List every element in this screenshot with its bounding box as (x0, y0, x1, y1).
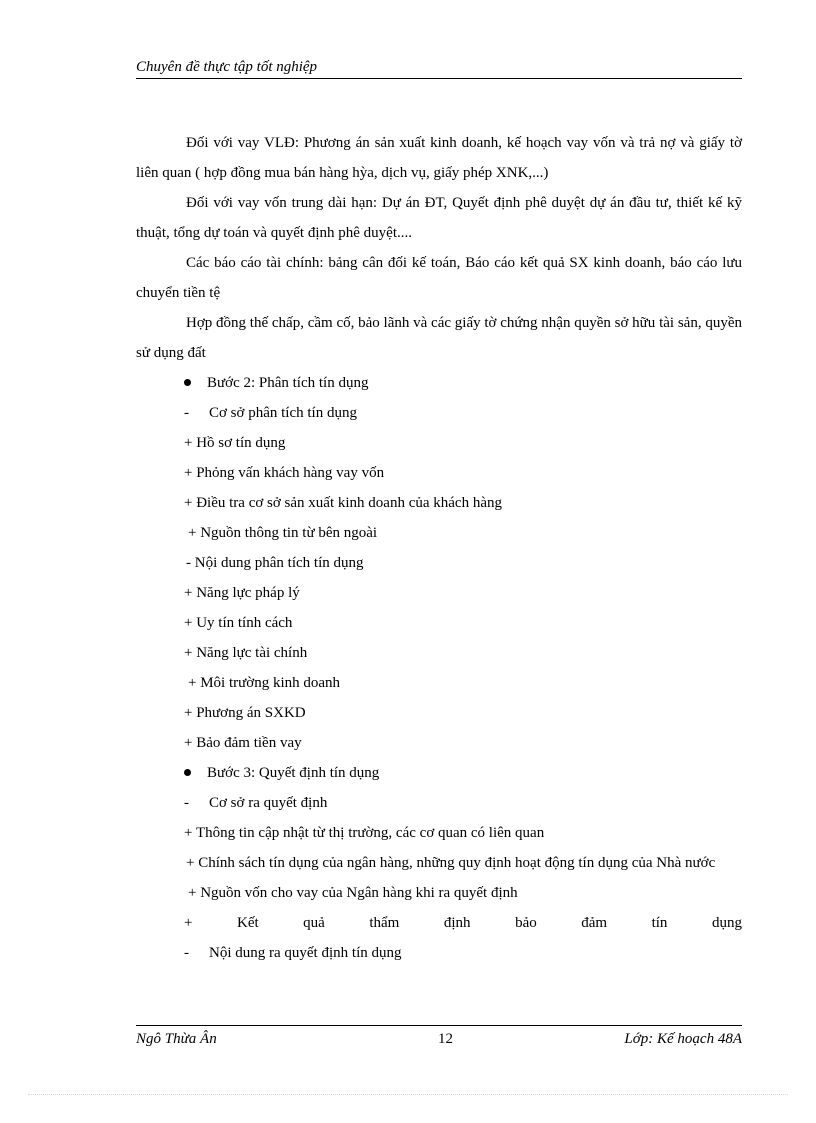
bullet-icon (184, 769, 191, 776)
spread-word: Kết (236, 915, 259, 931)
header-title: Chuyên đề thực tập tốt nghiệp (136, 59, 318, 75)
paragraph-long-term: Đối với vay vốn trung dài hạn: Dự án ĐT, Quyết định phê duyệt dự án đầu tư, thiết kế kỹ thuật, tổng dự toán và quyết định phê duyệt.... (136, 195, 742, 241)
list-item (136, 938, 742, 968)
spread-word: quả (303, 915, 325, 931)
list-item (136, 788, 742, 818)
spread-word: định (443, 915, 471, 931)
paragraph-credit-policy: + Chính sách tín dụng của ngân hàng, những quy định hoạt động tín dụng của Nhà nước (186, 855, 716, 871)
list-item-text: Nội dung ra quyết định tín dụng (209, 945, 402, 961)
spread-word: + (184, 915, 193, 931)
bullet-icon (184, 379, 191, 386)
list-item: + Bảo đảm tiền vay (184, 735, 302, 751)
list-item-spread (136, 908, 742, 938)
list-item: + Điều tra cơ sở sản xuất kinh doanh của khách hàng (184, 495, 502, 511)
step3-label: Bước 3: Quyết định tín dụng (207, 765, 380, 781)
paragraph-collateral: Hợp đồng thế chấp, cầm cố, bảo lãnh và các giấy tờ chứng nhận quyền sở hữu tài sản, quyền sử dụng đất (136, 315, 742, 361)
list-item-step3 (136, 758, 742, 788)
list-item: + Hồ sơ tín dụng (184, 435, 286, 451)
page-header (136, 58, 742, 79)
spread-word: bảo (515, 915, 537, 931)
page-body (136, 128, 742, 968)
list-item: + Năng lực tài chính (184, 645, 308, 661)
paragraph-vld: Đối với vay VLĐ: Phương án sản xuất kinh doanh, kế hoạch vay vốn và trả nợ và giấy tờ liên quan ( hợp đồng mua bán hàng hỳa, dịch vụ, giấy phép XNK,...) (136, 135, 742, 181)
spread-word: thẩm (369, 915, 400, 931)
dash-mark: - (184, 945, 189, 961)
list-item: + Phương án SXKD (184, 705, 306, 721)
list-item (136, 398, 742, 428)
list-item-text: Cơ sở phân tích tín dụng (209, 405, 357, 421)
dash-mark: - (184, 795, 189, 811)
page-number: 12 (438, 1031, 453, 1047)
footer-author: Ngô Thừa Ân (136, 1031, 217, 1047)
page-footer (136, 1025, 742, 1047)
page-boundary-divider (28, 1094, 788, 1095)
spread-word: tín (651, 915, 668, 931)
spread-word: đảm (581, 915, 608, 931)
footer-class: Lớp: Kế hoạch 48A (624, 1031, 742, 1047)
list-item: - Nội dung phân tích tín dụng (186, 555, 364, 571)
spread-word: dụng (711, 915, 742, 931)
step2-label: Bước 2: Phân tích tín dụng (207, 375, 369, 391)
paragraph-financial-reports: Các báo cáo tài chính: bảng cân đối kế toán, Báo cáo kết quả SX kinh doanh, báo cáo lưu chuyển tiền tệ (136, 255, 742, 301)
list-item: + Nguồn vốn cho vay của Ngân hàng khi ra quyết định (188, 885, 518, 901)
list-item-step2 (136, 368, 742, 398)
dash-mark: - (184, 405, 189, 421)
list-item: + Phỏng vấn khách hàng vay vốn (184, 465, 385, 481)
list-item-text: Cơ sở ra quyết định (209, 795, 328, 811)
list-item: + Uy tín tính cách (184, 615, 293, 631)
list-item: + Thông tin cập nhật từ thị trường, các cơ quan có liên quan (184, 825, 545, 841)
list-item: + Môi trường kinh doanh (188, 675, 341, 691)
list-item: + Nguồn thông tin từ bên ngoài (188, 525, 378, 541)
list-item: + Năng lực pháp lý (184, 585, 300, 601)
